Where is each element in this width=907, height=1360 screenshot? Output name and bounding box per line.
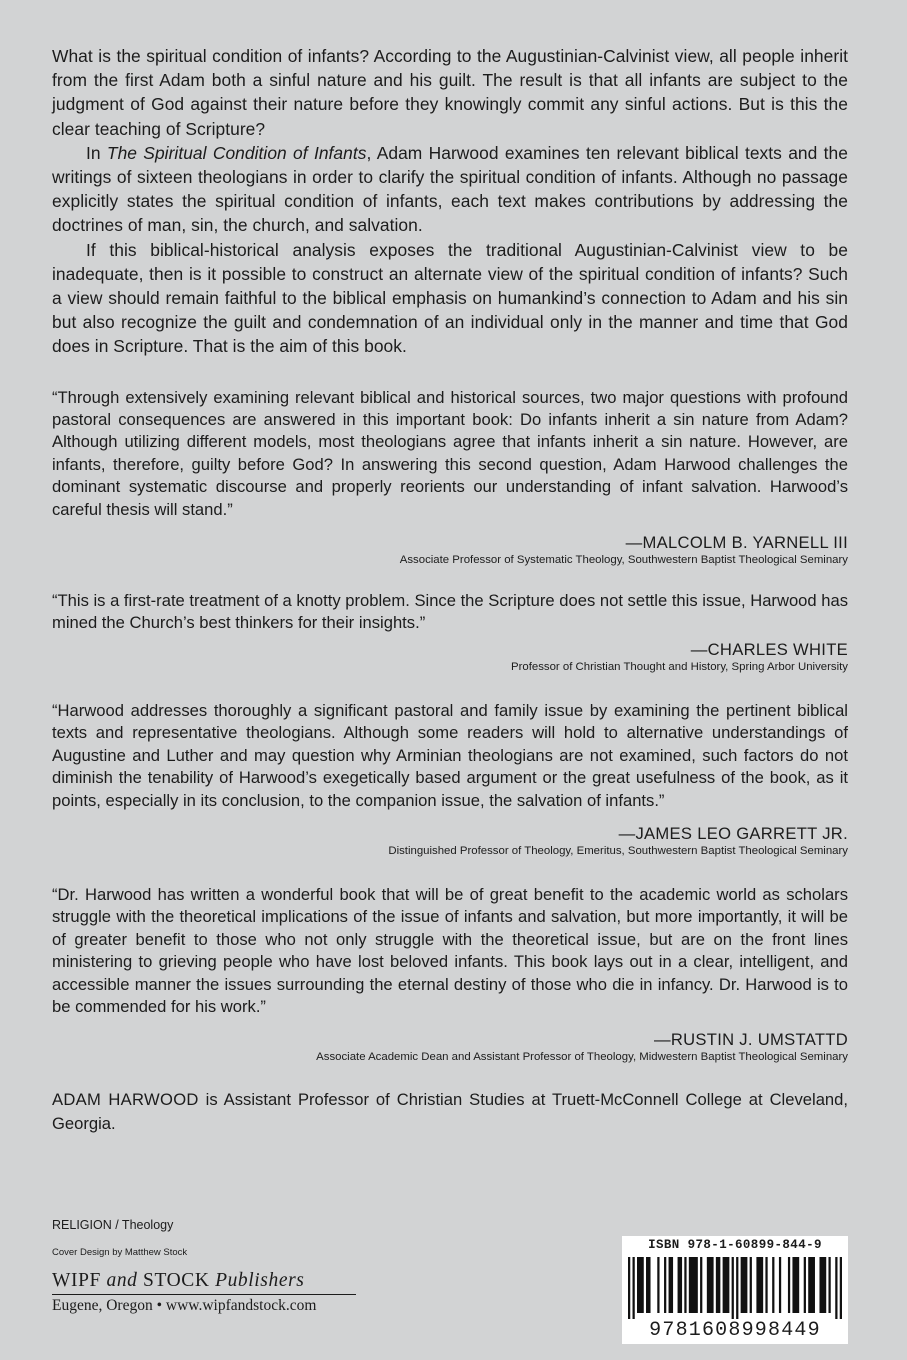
barcode-bar — [765, 1257, 767, 1313]
barcode-bar — [779, 1257, 781, 1313]
endorsement-attribution — [52, 640, 848, 676]
endorsement-quote: “Harwood addresses thoroughly a significant pastoral and family issue by examining the pertinent biblical texts and representative theologians. Although some readers will hold to alternative understandings of Augustine and Luther and may question why Arminian theologians are not examined, such factors do not diminish the tenability of Harwood’s exegetically based argument or the great usefulness of the book, as it points, especially in its conclusion, to the companion issue, the salvation of infants.” — [52, 700, 848, 810]
barcode-bar — [723, 1257, 730, 1313]
isbn-number: ISBN 978-1-60899-844-9 — [648, 1238, 822, 1252]
publisher-divider — [52, 1294, 356, 1295]
barcode-bar — [792, 1257, 799, 1313]
barcode-bar — [628, 1257, 630, 1319]
barcode-bar — [750, 1257, 752, 1313]
publisher-word-publishers: Publishers — [215, 1270, 305, 1291]
endorser-title: Associate Academic Dean and Assistant Professor of Theology, Midwestern Baptist Theological Seminary — [316, 1051, 848, 1064]
barcode-bar — [657, 1257, 659, 1313]
barcode-bar — [707, 1257, 714, 1313]
barcode-bar — [756, 1257, 763, 1313]
barcode-bar — [716, 1257, 721, 1313]
description-p2-prefix: In — [86, 142, 107, 163]
author-bio-text: is Assistant Professor of Christian Studies at Truett-McConnell College at Cleveland, Georgia. — [52, 1090, 848, 1134]
barcode-bar — [828, 1257, 830, 1313]
publisher-logo — [52, 1270, 304, 1292]
endorser-name: —CHARLES WHITE — [690, 639, 848, 659]
barcode-bar — [637, 1257, 644, 1313]
endorsement — [52, 884, 848, 1066]
author-name: ADAM HARWOOD — [52, 1090, 199, 1110]
endorsement-attribution — [52, 533, 848, 569]
barcode-bar — [804, 1257, 806, 1313]
book-description — [52, 44, 848, 359]
endorser-name: —RUSTIN J. UMSTATTD — [653, 1030, 848, 1050]
barcode-bar — [678, 1257, 683, 1313]
ean-digits: 9781608998449 — [649, 1319, 821, 1342]
barcode-bar — [819, 1257, 826, 1313]
barcode-bar — [835, 1257, 837, 1319]
barcode-bar — [664, 1257, 666, 1313]
endorsement — [52, 590, 848, 676]
barcode-bar — [808, 1257, 815, 1313]
barcode-bar — [840, 1257, 842, 1319]
description-paragraph-2 — [52, 141, 848, 238]
endorsement-quote: “This is a first-rate treatment of a knotty problem. Since the Scripture does not settle this issue, Harwood has mined the Church’s best thinkers for their insights.” — [52, 591, 848, 633]
barcode-bar — [669, 1257, 674, 1313]
back-cover-text — [52, 44, 848, 1136]
publisher-location: Eugene, Oregon • www.wipfandstock.com — [52, 1297, 317, 1314]
barcode-bar — [646, 1257, 651, 1313]
barcode-bar — [736, 1257, 738, 1319]
barcode-bar — [788, 1257, 790, 1313]
barcode-bar — [772, 1257, 774, 1313]
publisher-word-and: and — [106, 1270, 138, 1291]
category-label: RELIGION / Theology — [52, 1218, 174, 1232]
barcode-bar — [684, 1257, 686, 1313]
description-paragraph-1: What is the spiritual condition of infants? According to the Augustinian-Calvinist view, all people inherit from the first Adam both a sinful nature and his guilt. The result is that all infants are subject to the judgment of God against their nature before they knowingly commit any sinful actions. But is this the clear teaching of Scripture? — [52, 46, 848, 139]
author-bio — [52, 1088, 848, 1136]
endorser-title: Distinguished Professor of Theology, Emeritus, Southwestern Baptist Theological Seminary — [388, 844, 848, 857]
endorsement-attribution — [52, 1030, 848, 1066]
barcode-bar — [741, 1257, 748, 1313]
endorsements — [52, 387, 848, 1067]
barcode-bars — [628, 1257, 842, 1319]
book-title: The Spiritual Condition of Infants — [106, 142, 367, 163]
endorser-title: Associate Professor of Systematic Theology, Southwestern Baptist Theological Seminary — [399, 554, 848, 567]
endorser-name: —MALCOLM B. YARNELL III — [625, 533, 848, 553]
endorser-name: —JAMES LEO GARRETT JR. — [618, 823, 848, 843]
endorsement-quote: “Through extensively examining relevant biblical and historical sources, two major questions with profound pastoral consequences are answered in this important book: Do infants inherit a sin nature from Adam? Although utilizing different models, most theologians agree that infants inherit a sin nature. However, are infants, therefore, guilty before God? In answering this second question, Adam Harwood challenges the dominant systematic discourse and properly reorients our understanding of infant salvation. Harwood’s careful thesis will stand.” — [52, 387, 848, 519]
barcode-bar — [689, 1257, 698, 1313]
isbn-barcode — [622, 1236, 848, 1344]
publisher-word-wipf: WIPF — [52, 1270, 107, 1291]
description-p2-rest: , Adam Harwood examines ten relevant biblical texts and the writings of sixteen theologians in order to clarify the spiritual condition of infants. Although no passage explicitly states the spiritual condition of infants, each text makes contributions by addressing the doctrines of man, sin, the church, and salvation. — [52, 142, 848, 236]
endorser-title: Professor of Christian Thought and History, Spring Arbor University — [510, 660, 848, 673]
barcode-bar — [633, 1257, 635, 1319]
barcode-bar — [732, 1257, 734, 1319]
barcode-bar — [700, 1257, 702, 1313]
endorsement-quote: “Dr. Harwood has written a wonderful book that will be of great benefit to the academic world as scholars struggle with the theoretical implications of the issue of infants and salvation, but more importantly, it will be of greater benefit to those who not only struggle with the theoretical issue, but are on the front lines ministering to grieving people who have lost beloved infants. This book lays out in a clear, intelligent, and accessible manner the issues surrounding the eternal destiny of those who die in infancy. Dr. Harwood is to be commended for his work.” — [52, 884, 848, 1016]
endorsement — [52, 700, 848, 860]
publisher-word-stock: STOCK — [137, 1270, 216, 1291]
cover-designer-credit: Cover Design by Matthew Stock — [52, 1247, 188, 1258]
endorsement — [52, 387, 848, 569]
description-paragraph-3: If this biblical-historical analysis exposes the traditional Augustinian-Calvinist view to be inadequate, then is it possible to construct an alternate view of the spiritual condition of infants? Such a view should remain faithful to the biblical emphasis on humankind’s connection to Adam and his sin but also recognize the guilt and condemnation of an individual only in the manner and time that God does in Scripture. That is the aim of this book. — [52, 239, 848, 357]
endorsement-attribution — [52, 824, 848, 860]
